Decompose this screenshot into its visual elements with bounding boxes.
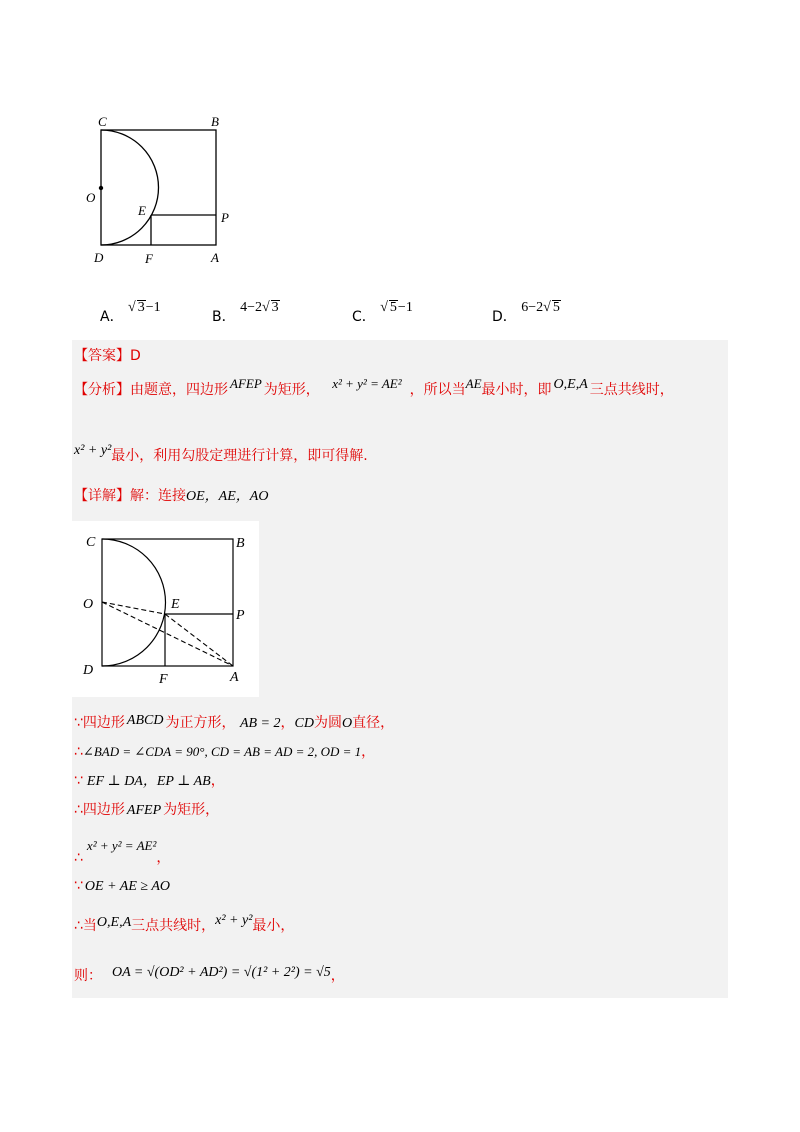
detail-line: 【详解】解：连接OE，AE，AO: [74, 488, 269, 504]
option-c: C． √ 5−1: [352, 300, 413, 325]
step-5: ∴x² + y² = AE²，: [74, 838, 171, 866]
label2-c: C: [86, 535, 96, 550]
label-e: E: [138, 203, 146, 218]
label-f: F: [145, 251, 153, 266]
answer-line: [74, 346, 141, 366]
label-c: C: [98, 114, 107, 129]
figure-2-diagram: [72, 521, 259, 697]
step-2: ∴∠BAD = ∠CDA = 90°, CD = AB = AD = 2, OD = 1，: [74, 744, 376, 760]
label2-p: P: [236, 608, 245, 623]
step-6: ∵ OE + AE ≥ AO: [74, 878, 170, 894]
label2-a: A: [230, 670, 239, 685]
label2-b: B: [236, 536, 245, 551]
step-4: ∴四边形 AFEP 为矩形，: [74, 802, 220, 818]
label2-f: F: [159, 672, 168, 687]
label-d: D: [94, 250, 104, 265]
analysis-equation: x² + y² = AE²: [332, 376, 402, 391]
label2-o: O: [83, 597, 94, 612]
dashed-ea: [165, 614, 233, 666]
label-b: B: [211, 114, 219, 129]
step-8: 则： OA = √(OD² + AD²) = √(1² + 2²) = √5，: [74, 965, 345, 984]
label-a: A: [211, 250, 219, 265]
step-7: ∴当O,E,A三点共线时，x² + y²最小，: [74, 913, 295, 934]
label-o: O: [86, 190, 96, 205]
square-abcd-2: [102, 539, 233, 666]
answer-value: D: [130, 348, 141, 364]
analysis-line-2: x² + y²最小，利用勾股定理进行计算，即可得解.: [74, 443, 368, 464]
dashed-oe: [102, 602, 165, 614]
point-o: [99, 186, 103, 190]
option-d: D． 6−2√ 5: [492, 300, 560, 325]
step-3: ∵ EF ⊥ DA，EP ⊥ AB，: [74, 773, 225, 789]
answer-tag: 【答案】: [74, 348, 130, 364]
step-1: ∵四边形 ABCD 为正方形， AB = 2，CD为圆O直径，: [74, 713, 395, 731]
label2-e: E: [171, 597, 180, 612]
label2-d: D: [83, 663, 94, 678]
rectangle-afep: [151, 215, 216, 245]
analysis-line-1: 【分析】由题意，四边形 AFEP 为矩形， x² + y² = AE² ，所以当AE最小时，即 O,E,A 三点共线时，: [74, 376, 674, 398]
semicircle-arc-2: [102, 539, 166, 666]
label-p: P: [221, 210, 229, 225]
option-b: B． 4−2√ 3: [212, 300, 279, 325]
semicircle-arc: [101, 130, 159, 245]
figure-1-diagram: [80, 108, 250, 268]
option-a: A． √ 3−1: [100, 300, 161, 325]
dashed-oa: [102, 602, 233, 666]
